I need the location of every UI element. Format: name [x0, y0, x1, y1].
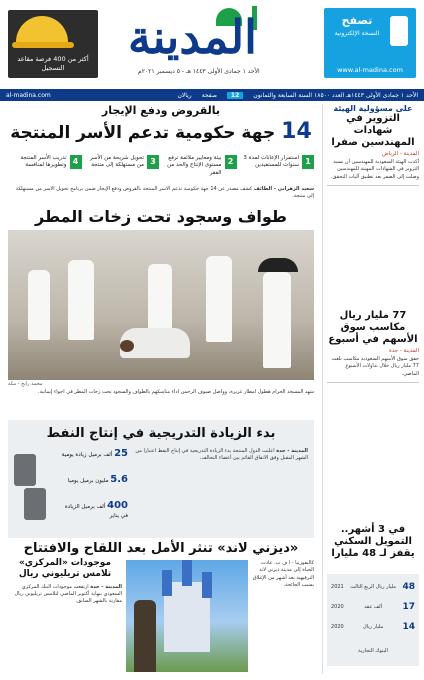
oil-stat — [58, 474, 128, 487]
oil-stat — [58, 500, 128, 519]
pilgrim-figure — [148, 264, 172, 334]
bullet-number: 2 — [225, 155, 237, 169]
kneeling-pilgrim-head — [120, 340, 134, 352]
oil-stat-label: ألف برميل الزيادة في يناير — [64, 504, 128, 519]
housing-year: 2020 — [331, 604, 344, 610]
castle-tower — [182, 560, 192, 586]
right-headline-1: التزوير في شهادات المهندسين صفرا — [331, 113, 415, 148]
lead-headline-text: جهة حكومية تدعم الأسر المنتجة — [10, 123, 276, 143]
oil-stat-value: 400 — [107, 500, 128, 511]
oil-stat — [58, 448, 128, 461]
castle-tower — [162, 570, 172, 596]
issue-text: الأحد ١ جمادى الأولى ١٤٤٣هـ العدد ١٨٥٠٠ السنة السابعة والثمانون — [253, 91, 418, 99]
promo-right-title: تصفح — [341, 14, 373, 27]
divider — [327, 382, 419, 383]
oil-stat-label: ألف برميل زيادة يومية — [61, 452, 113, 458]
page-count-label: صفحة — [201, 91, 217, 99]
divider — [327, 185, 419, 186]
phone-icon — [390, 16, 408, 46]
right-column — [322, 104, 418, 674]
housing-value: 14 — [402, 622, 415, 632]
right-body-2: حقق سوق الأسهم السعودية مكاسب بلغت 77 مليار ريال خلال تداولات الأسبوع الماضي. — [331, 356, 419, 377]
oil-byline: المدينة - جدة — [276, 448, 308, 454]
right-headline-2: 77 مليار ريال مكاسب سوق الأسهم في أسبوع — [328, 310, 418, 345]
promo-ad-left[interactable] — [8, 10, 98, 78]
photo-story-body: شهد المسجد الحرام هطول أمطار غزيرة، وواصل ضيوف الرحمن أداء مناسكهم بالطواف والسجود تحت زخات المطر في أجواء إيمانية. — [37, 389, 314, 395]
castle-tower — [202, 572, 212, 598]
pilgrims-rain-photo — [8, 230, 314, 380]
housing-stat-row — [331, 600, 415, 614]
housing-stat-row — [331, 620, 415, 634]
lead-body — [8, 186, 314, 206]
housing-foot-text: البنوك التجارية — [358, 648, 388, 654]
housing-finance-box — [327, 574, 419, 666]
oil-stat-value: 25 — [114, 448, 128, 459]
bullet-text: استمرار الإعانات لمدة 3 سنوات للمستفيدين — [243, 155, 299, 169]
right-story-1[interactable] — [327, 104, 419, 186]
right-byline-1: المدينة - الرياض — [382, 151, 419, 157]
photo-credit: محمد رابح - مكة — [8, 381, 43, 387]
right-story-3[interactable] — [327, 524, 419, 560]
oil-stat-value: 5.6 — [110, 474, 128, 485]
oil-body — [128, 448, 308, 528]
masthead — [0, 0, 424, 88]
bullet-text: بيئة ومعايير ملائمة ترفع مستوى الإنتاج والحد من الفقر — [167, 155, 222, 176]
central-bank-body — [8, 584, 122, 606]
oil-body-text: أعلنت الدول المنتجة بدء الزيادة التدريجية في إنتاج النفط اعتبارا من الشهر المقبل وفق الاتفاق القائم بين أعضاء التحالف. — [135, 448, 308, 462]
page-count: 12 — [227, 92, 243, 99]
bullet-text: تدريب الأسر المنتجة وتطويرها لمنافسة — [20, 155, 67, 169]
issue-info-bar — [0, 89, 424, 101]
central-bank-headline: موجودات «المركزي» تلامس تريليوني ريال — [18, 558, 112, 579]
housing-label: ألف عقد — [364, 604, 383, 610]
central-bank-byline: المدينة - جدة — [90, 583, 122, 590]
lead-byline: سعيد الزهراني - الطائف — [253, 186, 314, 192]
oil-barrel-icon — [24, 488, 46, 520]
helmet-brim — [12, 42, 74, 48]
oil-story-box[interactable] — [8, 420, 314, 538]
bullet-number: 4 — [70, 155, 82, 169]
right-story-2[interactable] — [327, 310, 419, 383]
lead-headline-number: 14 — [281, 119, 312, 144]
disney-body: كاليفورنيا - أ ف ب. عادت الحياة إلى مدينة ديزني لاند الترفيهية بعد أشهر من الإغلاق بسبب الجائحة. — [252, 560, 314, 588]
lead-body-text: كشف مصدر عن 14 جهة حكومية تدعم الأسر المنتجة بالقروض ودفع الإيجار ضمن برنامج تحويل الأسر من مستهلكة إلى منتجة. — [15, 186, 314, 199]
housing-label: مليار ريال الربع الثالث — [350, 584, 396, 590]
bullet-number: 3 — [147, 155, 159, 169]
central-bank-story[interactable] — [8, 558, 122, 672]
logo-text: المدينة — [128, 10, 257, 64]
pilgrim-figure — [263, 272, 291, 368]
pilgrim-figure — [206, 256, 232, 342]
statue-silhouette — [134, 600, 156, 672]
right-headline-3: في 3 أشهر.. التمويل السكني يقفز لـ 48 مليارا — [331, 524, 415, 559]
price: ريالان — [177, 91, 192, 99]
housing-value: 17 — [402, 602, 415, 612]
dateline: الأحد ١ جمادى الأولى ١٤٤٣ هـ - ٥ ديسمبر ٢٠٢١م — [138, 68, 260, 75]
housing-label: مليار ريال — [362, 624, 384, 630]
oil-stat-label: مليون برميل يوميا — [67, 478, 109, 484]
newspaper-logo[interactable] — [120, 6, 320, 82]
photo-story-headline[interactable]: طواف وسجود تحت زخات المطر — [35, 207, 287, 226]
oil-barrel-icon — [14, 454, 36, 486]
pilgrim-figure — [68, 260, 94, 340]
promo-left-text: أكثر من 400 فرصة مقاعد التسجيل — [17, 55, 89, 72]
housing-year: 2020 — [331, 624, 344, 630]
housing-foot — [331, 644, 415, 658]
site-url[interactable]: al-madina.com — [6, 91, 51, 99]
promo-right-subtitle: النسخة الإلكترونية — [334, 30, 380, 37]
central-bank-body-text: ارتفعت موجودات البنك المركزي السعودي بنهاية أكتوبر الماضي لتلامس تريليوني ريال مقارنة بالشهر السابق. — [14, 583, 122, 605]
housing-stat-row — [331, 580, 415, 594]
umbrella-shape — [258, 258, 298, 272]
oil-headline: بدء الزيادة التدريجية في إنتاج النفط — [46, 426, 276, 441]
promo-right-url[interactable]: www.al-madina.com — [337, 66, 403, 74]
pilgrim-figure — [28, 270, 50, 340]
right-body-1: أكدت الهيئة السعودية للمهندسين أن نسبة التزوير في الشهادات المهنية للمهندسين وصلت إلى الصفر بعد تطبيق آليات التحقق. — [330, 159, 419, 180]
disney-headline[interactable]: «ديزني لاند» تنثر الأمل بعد اللقاح والافتتاح — [23, 541, 299, 556]
disneyland-castle-photo — [126, 560, 248, 672]
bullet-number: 1 — [302, 155, 314, 169]
promo-ad-right[interactable] — [324, 8, 416, 78]
bullet-text: تحويل شريحة من الأسر من مستهلكة إلى منتجة — [90, 155, 144, 169]
right-kicker: على مسؤولية الهيئة — [333, 104, 413, 113]
right-byline-2: المدينة - جدة — [388, 348, 419, 354]
lead-story[interactable] — [8, 104, 314, 144]
housing-value: 48 — [402, 582, 415, 592]
oil-graphic — [14, 448, 128, 528]
lead-headline — [8, 119, 314, 144]
housing-year: 2021 — [331, 584, 344, 590]
lead-kicker: بالقروض ودفع الإيجار — [101, 104, 221, 117]
